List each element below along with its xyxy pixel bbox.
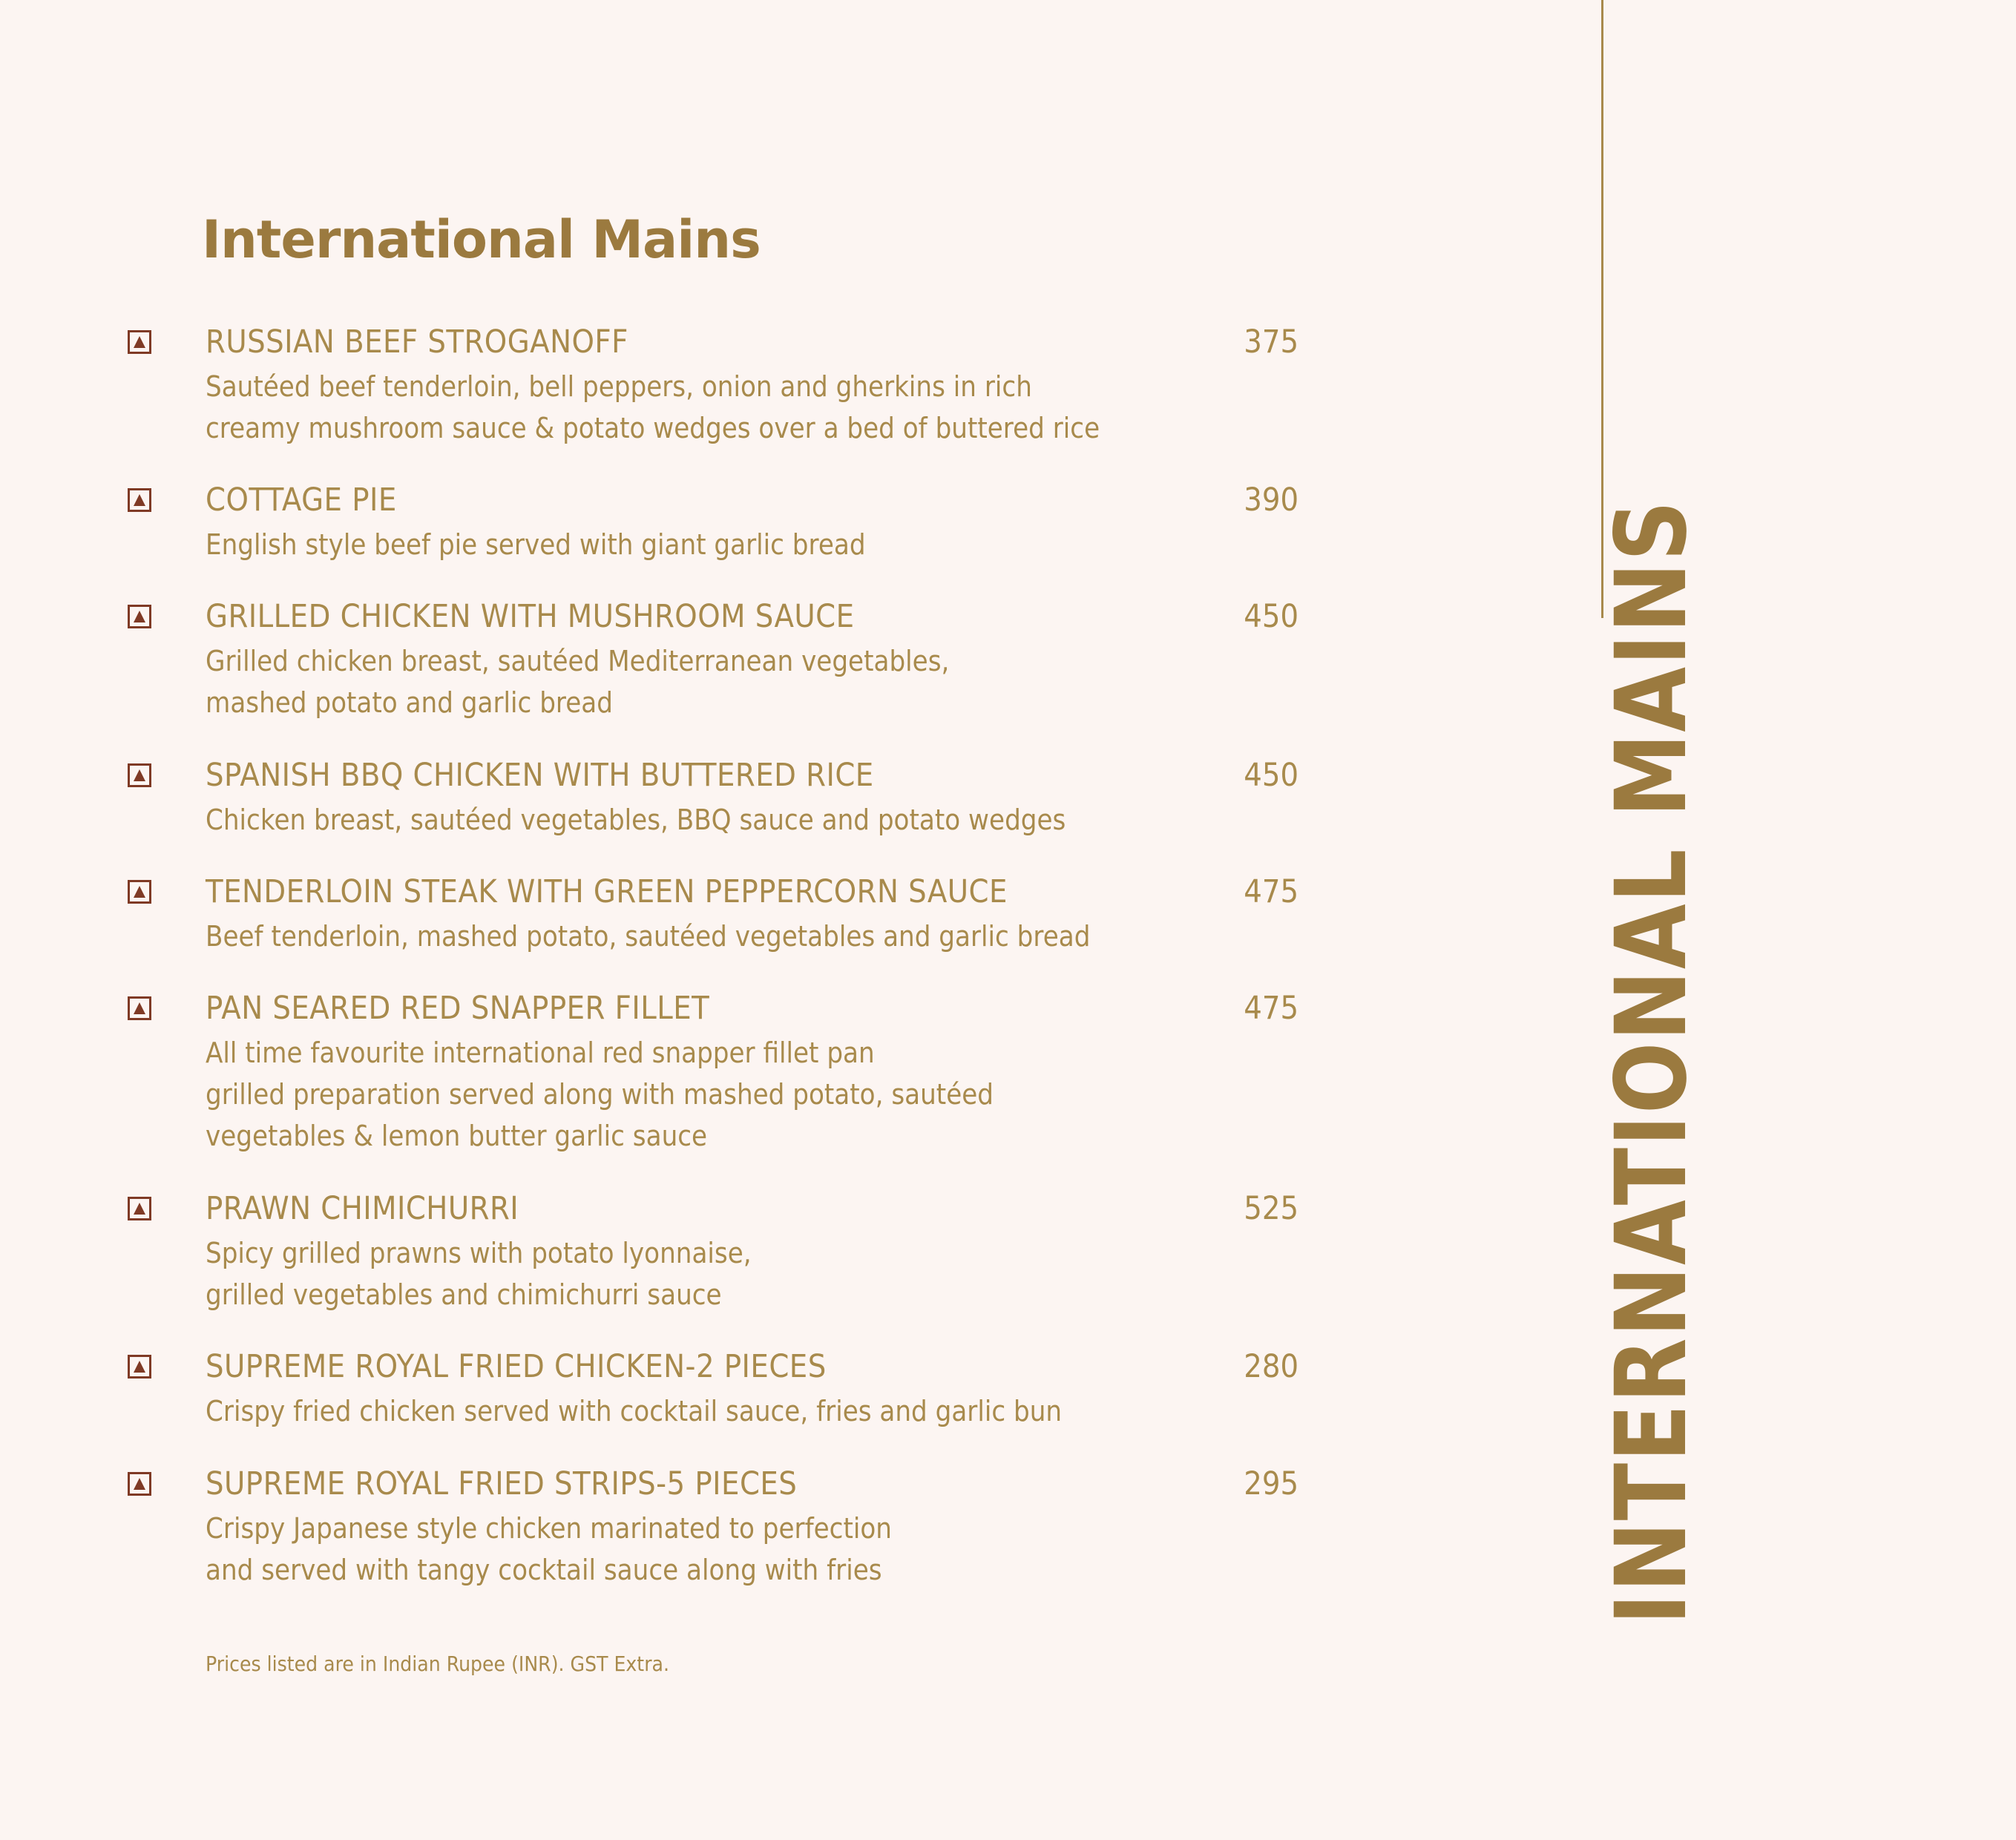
- description-line: Grilled chicken breast, sautéed Mediterranean vegetables,: [206, 645, 950, 677]
- non-veg-icon: [128, 763, 151, 787]
- item-name: PRAWN CHIMICHURRI: [206, 1190, 519, 1227]
- item-description: [206, 1032, 1274, 1157]
- description-line: All time favourite international red snapper fillet pan: [206, 1036, 875, 1069]
- description-line: vegetables & lemon butter garlic sauce: [206, 1120, 708, 1152]
- side-section-title: [1595, 316, 1709, 1625]
- item-price: 475: [1244, 873, 1298, 910]
- description-line: Chicken breast, sautéed vegetables, BBQ sauce and potato wedges: [206, 804, 1066, 836]
- item-name: RUSSIAN BEEF STROGANOFF: [206, 323, 628, 361]
- description-line: Spicy grilled prawns with potato lyonnaise,: [206, 1237, 752, 1269]
- item-description: [206, 366, 1274, 449]
- item-name: SPANISH BBQ CHICKEN WITH BUTTERED RICE: [206, 757, 874, 794]
- description-line: Sautéed beef tenderloin, bell peppers, onion and gherkins in rich: [206, 370, 1032, 403]
- side-section-title-text: INTERNATIONAL MAINS: [1595, 499, 1709, 1625]
- item-name: SUPREME ROYAL FRIED STRIPS-5 PIECES: [206, 1465, 798, 1502]
- description-line: Crispy fried chicken served with cocktail sauce, fries and garlic bun: [206, 1395, 1063, 1427]
- item-price: 295: [1244, 1465, 1298, 1502]
- item-description: [206, 799, 1274, 841]
- item-price: 280: [1244, 1348, 1298, 1385]
- item-price: 525: [1244, 1190, 1298, 1227]
- item-name: SUPREME ROYAL FRIED CHICKEN-2 PIECES: [206, 1348, 827, 1385]
- description-line: grilled vegetables and chimichurri sauce: [206, 1278, 722, 1311]
- non-veg-icon: [128, 996, 151, 1020]
- non-veg-icon: [128, 1355, 151, 1379]
- item-price: 450: [1244, 757, 1298, 794]
- non-veg-icon: [128, 488, 151, 512]
- item-price: 390: [1244, 482, 1298, 519]
- price-footnote: Prices listed are in Indian Rupee (INR). GST Extra.: [206, 1652, 670, 1676]
- item-description: [206, 916, 1274, 957]
- item-name: TENDERLOIN STEAK WITH GREEN PEPPERCORN SAUCE: [206, 873, 1008, 910]
- non-veg-icon: [128, 880, 151, 904]
- description-line: grilled preparation served along with mashed potato, sautéed: [206, 1078, 994, 1111]
- item-name: PAN SEARED RED SNAPPER FILLET: [206, 990, 710, 1027]
- item-description: [206, 1232, 1274, 1315]
- item-price: 450: [1244, 598, 1298, 635]
- item-description: [206, 1508, 1274, 1591]
- item-name: COTTAGE PIE: [206, 482, 397, 519]
- description-line: Crispy Japanese style chicken marinated to perfection: [206, 1512, 892, 1545]
- item-description: [206, 1390, 1274, 1432]
- description-line: and served with tangy cocktail sauce along with fries: [206, 1554, 882, 1586]
- item-description: [206, 640, 1274, 723]
- non-veg-icon: [128, 330, 151, 354]
- item-price: 375: [1244, 323, 1298, 361]
- description-line: English style beef pie served with giant garlic bread: [206, 528, 866, 561]
- non-veg-icon: [128, 1197, 151, 1220]
- item-price: 475: [1244, 990, 1298, 1027]
- non-veg-icon: [128, 605, 151, 628]
- item-description: [206, 524, 1274, 565]
- description-line: Beef tenderloin, mashed potato, sautéed vegetables and garlic bread: [206, 920, 1091, 953]
- description-line: creamy mushroom sauce & potato wedges over a bed of buttered rice: [206, 412, 1100, 444]
- page-title: International Mains: [202, 209, 761, 270]
- item-name: GRILLED CHICKEN WITH MUSHROOM SAUCE: [206, 598, 855, 635]
- description-line: mashed potato and garlic bread: [206, 686, 613, 719]
- non-veg-icon: [128, 1472, 151, 1496]
